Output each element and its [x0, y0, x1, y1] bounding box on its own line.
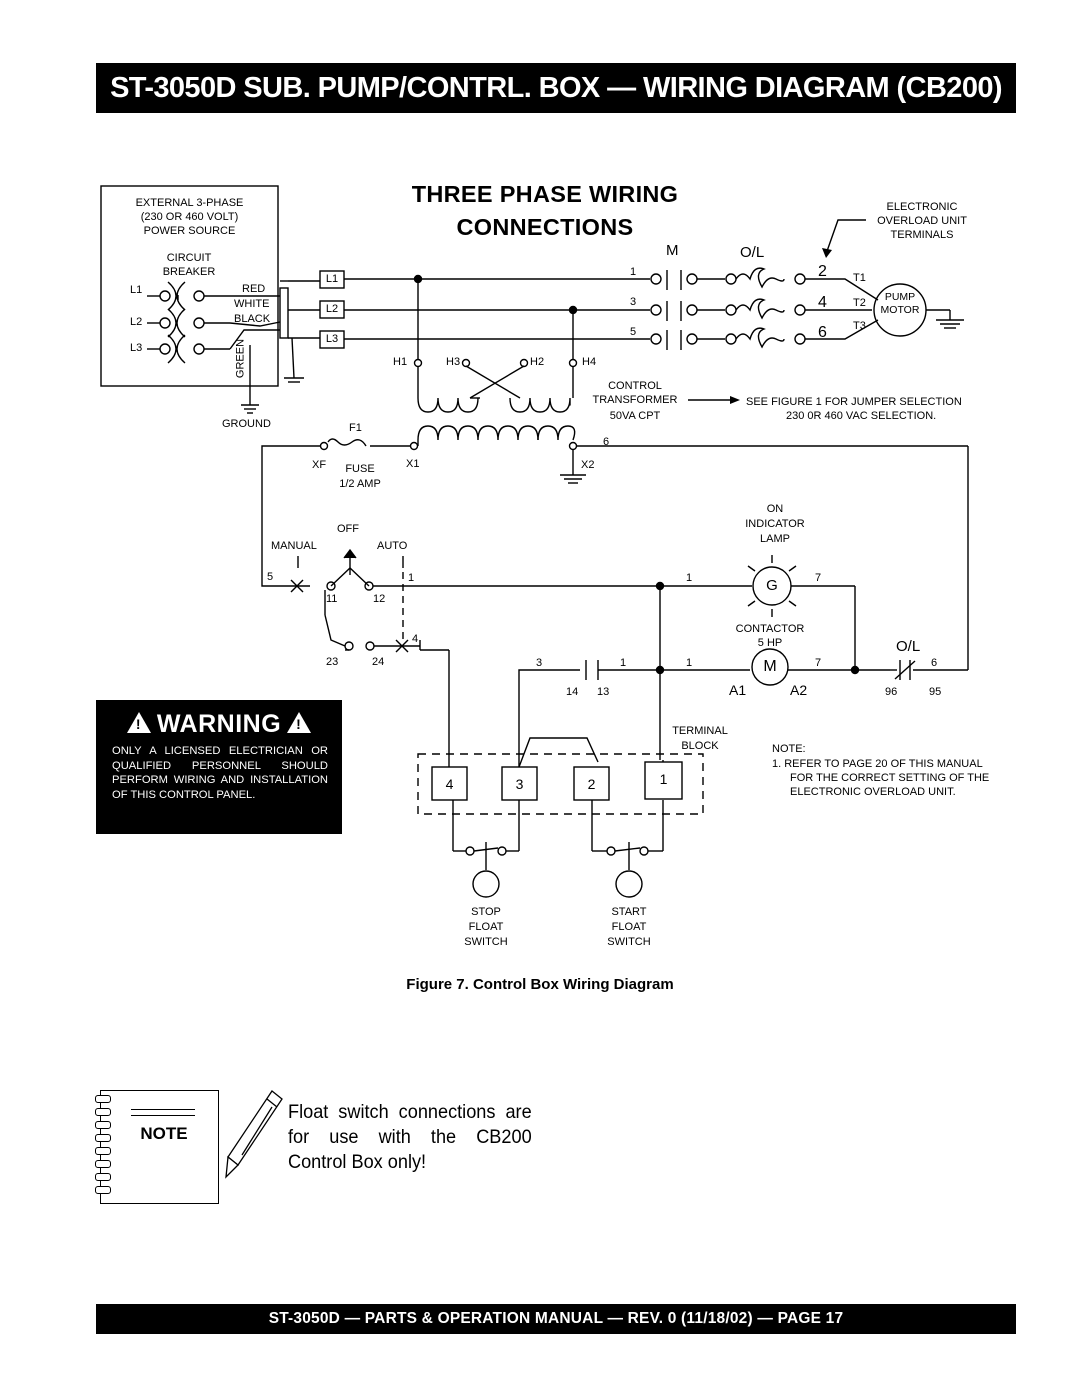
warning-title: WARNING — [156, 710, 282, 738]
hoa-manual-label: MANUAL — [271, 540, 317, 552]
figure-caption: Figure 7. Control Box Wiring Diagram — [406, 976, 674, 993]
t3-label: T3 — [853, 320, 866, 332]
t2-label: T2 — [853, 297, 866, 309]
wire-black-label: BLACK — [234, 313, 271, 325]
a1-label: A1 — [729, 682, 747, 698]
source-label-1: EXTERNAL 3-PHASE — [135, 197, 244, 209]
n7b-label: 7 — [815, 657, 822, 669]
n1c-label: 1 — [620, 657, 627, 669]
diagram-title — [380, 178, 710, 244]
diagram-title-line1: THREE PHASE WIRING — [411, 181, 679, 207]
lamp-label-3: LAMP — [760, 533, 790, 545]
pole-3: 3 — [630, 296, 637, 308]
pole-1: 1 — [630, 266, 637, 278]
hoa-off-label: OFF — [337, 523, 359, 535]
lamp-label-1: ON — [766, 503, 784, 515]
n24-label: 24 — [372, 656, 385, 668]
jumper-note-1: SEE FIGURE 1 FOR JUMPER SELECTION — [746, 396, 962, 408]
junction-dots — [414, 248, 859, 674]
n1b-label: 1 — [686, 572, 693, 584]
note-text: Float switch connections are for use with the CB200 Control Box only! — [288, 1101, 532, 1173]
n7a-label: 7 — [815, 572, 822, 584]
terminal-2-label: 2 — [587, 776, 596, 792]
n13-label: 13 — [597, 686, 610, 698]
n14-label: 14 — [566, 686, 579, 698]
diagram-note-line3: ELECTRONIC OVERLOAD UNIT. — [790, 786, 956, 798]
fuse-label-2: 1/2 AMP — [339, 478, 381, 490]
diagram-note-line1: 1. REFER TO PAGE 20 OF THIS MANUAL — [772, 758, 983, 770]
n11-label: 11 — [326, 593, 338, 605]
wire-6-label: 6 — [603, 436, 610, 448]
terminal-4-label: 4 — [445, 776, 454, 792]
t1-label: T1 — [853, 272, 866, 284]
terminal-1-label: 1 — [659, 771, 668, 787]
out-6: 6 — [818, 324, 827, 341]
stop-switch-label-1: STOP — [471, 906, 501, 918]
h1-label: H1 — [393, 356, 408, 368]
page-title: ST-3050D SUB. PUMP/CONTRL. BOX — WIRING DIAGRAM (CB200) — [96, 63, 1016, 113]
source-l3: L3 — [130, 342, 143, 354]
contactor-label-2: 5 HP — [757, 637, 783, 649]
input-terminal-strip — [280, 288, 288, 338]
source-label-3: POWER SOURCE — [143, 225, 236, 237]
warning-text: ONLY A LICENSED ELECTRICIAN OR QUALIFIED PERSONNEL SHOULD PERFORM WIRING AND INSTALLATION OF THIS CONTROL PANEL. — [112, 745, 328, 801]
n96-label: 96 — [885, 686, 898, 698]
transformer-label-2: TRANSFORMER — [592, 394, 678, 406]
terminal-3-label: 3 — [515, 776, 524, 792]
overload-unit-label-2: OVERLOAD UNIT — [877, 215, 967, 227]
diagram-note-title: NOTE: — [772, 743, 806, 755]
jumper-note-2: 230 0R 460 VAC SELECTION. — [786, 410, 937, 422]
stop-switch-label-2: FLOAT — [468, 921, 504, 933]
n5-label: 5 — [267, 571, 274, 583]
pencil-icon — [220, 1085, 290, 1185]
hoa-auto-label: AUTO — [377, 540, 408, 552]
overload-contact-label: O/L — [896, 638, 921, 655]
h2-label: H2 — [530, 356, 545, 368]
warning-icon — [127, 712, 151, 733]
breaker-label-2: BREAKER — [162, 266, 216, 278]
note-notebook-icon — [100, 1090, 219, 1204]
source-label-2: (230 OR 460 VOLT) — [140, 211, 239, 223]
n95-label: 95 — [929, 686, 942, 698]
n1d-label: 1 — [686, 657, 693, 669]
note-label: NOTE — [140, 1124, 188, 1143]
lamp-g-label: G — [766, 577, 778, 594]
n1a-label: 1 — [408, 572, 415, 584]
warning-heading — [96, 710, 342, 739]
start-switch-label-3: SWITCH — [607, 936, 651, 948]
n6-label: 6 — [931, 657, 938, 669]
source-l1: L1 — [130, 284, 143, 296]
contactor-coil-m: M — [763, 658, 777, 675]
start-switch-label-1: START — [611, 906, 647, 918]
n23-label: 23 — [326, 656, 339, 668]
term-l1: L1 — [325, 273, 339, 285]
xf-label: XF — [312, 459, 327, 471]
x1-label: X1 — [406, 458, 420, 470]
stop-switch-label-3: SWITCH — [464, 936, 508, 948]
h3-label: H3 — [446, 356, 461, 368]
term-l2: L2 — [325, 303, 339, 315]
x2-label: X2 — [581, 459, 595, 471]
f1-label: F1 — [349, 422, 362, 434]
warning-icon — [287, 712, 311, 733]
overload-unit-label-1: ELECTRONIC — [886, 201, 958, 213]
overload-label: O/L — [740, 244, 765, 261]
breaker-label-1: CIRCUIT — [166, 252, 212, 264]
motor-label-1: PUMP — [884, 291, 916, 303]
fuse-label-1: FUSE — [345, 463, 375, 475]
overload-unit-label-3: TERMINALS — [890, 229, 954, 241]
wire-green-label: GREEN — [234, 338, 247, 379]
n4-label: 4 — [412, 633, 419, 645]
contactor-label-1: CONTACTOR — [735, 623, 805, 635]
page-footer: ST-3050D — PARTS & OPERATION MANUAL — REV. 0 (11/18/02) — PAGE 17 — [96, 1304, 1016, 1334]
out-4: 4 — [818, 294, 827, 311]
n12-label: 12 — [373, 593, 386, 605]
diagram-title-line2: CONNECTIONS — [456, 214, 634, 240]
transformer-label-1: CONTROL — [608, 380, 662, 392]
warning-box — [96, 700, 342, 834]
start-switch-label-2: FLOAT — [611, 921, 647, 933]
motor-label-2: MOTOR — [880, 304, 920, 316]
pole-5: 5 — [630, 326, 637, 338]
term-l3: L3 — [325, 333, 339, 345]
transformer-label-3: 50VA CPT — [609, 410, 661, 422]
h4-label: H4 — [582, 356, 597, 368]
terminal-block-label-2: BLOCK — [681, 740, 719, 752]
main-contactor — [651, 270, 697, 350]
overload-heaters — [697, 268, 805, 347]
diagram-note-line2: FOR THE CORRECT SETTING OF THE — [790, 772, 990, 784]
contactor-m-label: M — [666, 242, 679, 259]
a2-label: A2 — [790, 682, 808, 698]
lamp-label-2: INDICATOR — [745, 518, 805, 530]
ground-label: GROUND — [222, 418, 271, 430]
source-l2: L2 — [130, 316, 143, 328]
wire-red-label: RED — [242, 283, 266, 295]
wire-white-label: WHITE — [234, 298, 270, 310]
n3-label: 3 — [536, 657, 543, 669]
out-2: 2 — [818, 263, 827, 280]
terminal-block-label-1: TERMINAL — [672, 725, 728, 737]
